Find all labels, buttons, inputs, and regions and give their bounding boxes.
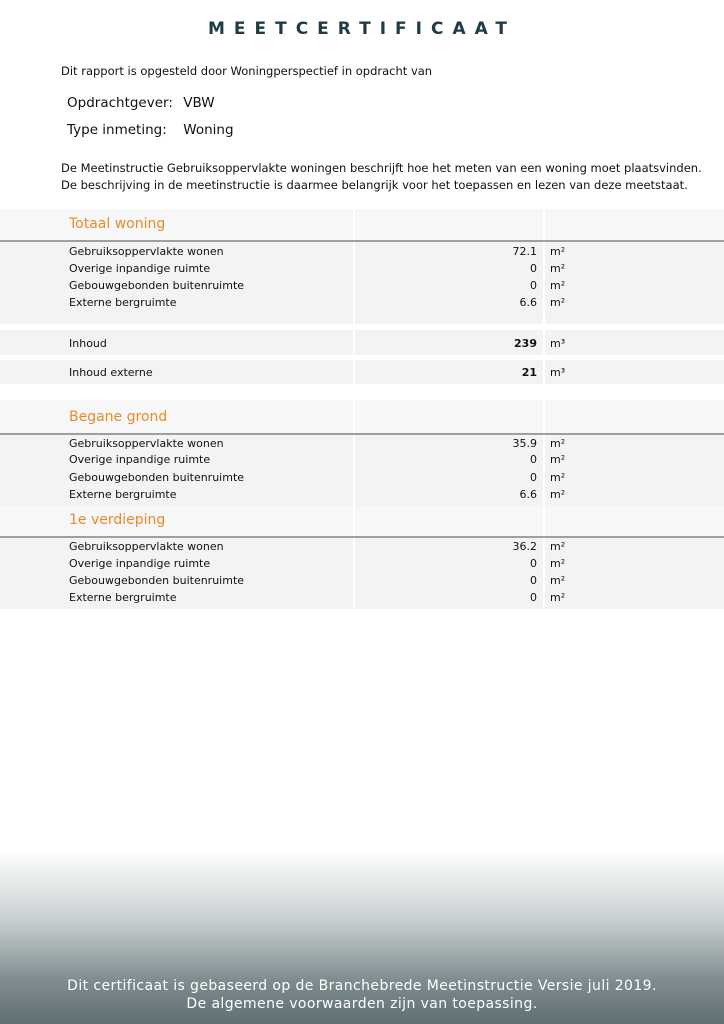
row-unit: m² — [550, 296, 566, 309]
row-value: 6.6 — [519, 488, 537, 501]
row-unit: m² — [550, 279, 566, 292]
opdrachtgever-line — [67, 95, 215, 111]
footer-line-2: De algemene voorwaarden zijn van toepassing. — [186, 996, 538, 1012]
description-line-1: De Meetinstructie Gebruiksoppervlakte woningen beschrijft hoe het meten van een woning moet plaatsvinden. — [61, 161, 702, 175]
row-value: 6.6 — [519, 296, 537, 309]
table-row — [0, 277, 724, 294]
row-label: Overige inpandige ruimte — [69, 557, 211, 570]
row-label: Externe bergruimte — [69, 591, 177, 604]
row-label: Gebruiksoppervlakte wonen — [69, 540, 224, 553]
table-row — [0, 555, 724, 572]
section-separator — [0, 240, 724, 242]
inhoud-row — [0, 335, 724, 352]
row-value: 0 — [530, 453, 537, 466]
row-value: 0 — [530, 574, 537, 587]
row-unit: m² — [550, 437, 566, 450]
row-label: Gebouwgebonden buitenruimte — [69, 279, 245, 292]
footer-line-1: Dit certificaat is gebaseerd op de Branchebrede Meetinstructie Versie juli 2019. — [67, 978, 657, 994]
section-title-verdieping: 1e verdieping — [69, 512, 166, 528]
row-value: 239 — [514, 337, 537, 350]
section-title-begane: Begane grond — [69, 409, 168, 425]
row-label: Gebouwgebonden buitenruimte — [69, 471, 245, 484]
table-row — [0, 243, 724, 260]
table-row — [0, 469, 724, 486]
type-inmeting-line — [67, 122, 234, 138]
row-unit: m³ — [550, 366, 566, 379]
row-value: 0 — [530, 262, 537, 275]
row-unit: m² — [550, 471, 566, 484]
row-value: 36.2 — [512, 540, 537, 553]
row-value: 72.1 — [512, 245, 537, 258]
row-label: Inhoud — [69, 337, 107, 350]
description — [61, 160, 702, 194]
row-label: Inhoud externe — [69, 366, 153, 379]
row-label: Overige inpandige ruimte — [69, 262, 211, 275]
table-row — [0, 435, 724, 452]
table-row — [0, 451, 724, 468]
section-title-totaal: Totaal woning — [69, 216, 166, 232]
row-unit: m³ — [550, 337, 566, 350]
row-value: 35.9 — [512, 437, 537, 450]
row-unit: m² — [550, 453, 566, 466]
row-unit: m² — [550, 557, 566, 570]
footer-text — [0, 977, 724, 1013]
table-row — [0, 294, 724, 311]
row-unit: m² — [550, 245, 566, 258]
row-value: 0 — [530, 471, 537, 484]
type-inmeting-label: Type inmeting: — [67, 122, 167, 138]
document-title: MEETCERTIFICAAT — [207, 19, 517, 39]
table-row — [0, 486, 724, 503]
table-row — [0, 538, 724, 555]
inhoud-externe-row — [0, 364, 724, 381]
row-label: Externe bergruimte — [69, 296, 177, 309]
row-value: 0 — [530, 591, 537, 604]
table-row — [0, 572, 724, 589]
row-label: Gebruiksoppervlakte wonen — [69, 245, 224, 258]
row-unit: m² — [550, 591, 566, 604]
opdrachtgever-label: Opdrachtgever: — [67, 95, 173, 111]
row-value: 0 — [530, 557, 537, 570]
row-unit: m² — [550, 488, 566, 501]
row-unit: m² — [550, 574, 566, 587]
opdrachtgever-value: VBW — [183, 95, 215, 111]
intro-text: Dit rapport is opgesteld door Woningperspectief in opdracht van — [61, 64, 433, 78]
type-inmeting-value: Woning — [183, 122, 234, 138]
row-unit: m² — [550, 262, 566, 275]
description-line-2: De beschrijving in de meetinstructie is daarmee belangrijk voor het toepassen en lezen van deze meetstaat. — [61, 178, 688, 192]
row-label: Gebruiksoppervlakte wonen — [69, 437, 224, 450]
row-unit: m² — [550, 540, 566, 553]
row-value: 0 — [530, 279, 537, 292]
row-value: 21 — [521, 366, 537, 379]
row-label: Overige inpandige ruimte — [69, 453, 211, 466]
row-label: Externe bergruimte — [69, 488, 177, 501]
table-row — [0, 260, 724, 277]
table-row — [0, 589, 724, 606]
row-label: Gebouwgebonden buitenruimte — [69, 574, 245, 587]
